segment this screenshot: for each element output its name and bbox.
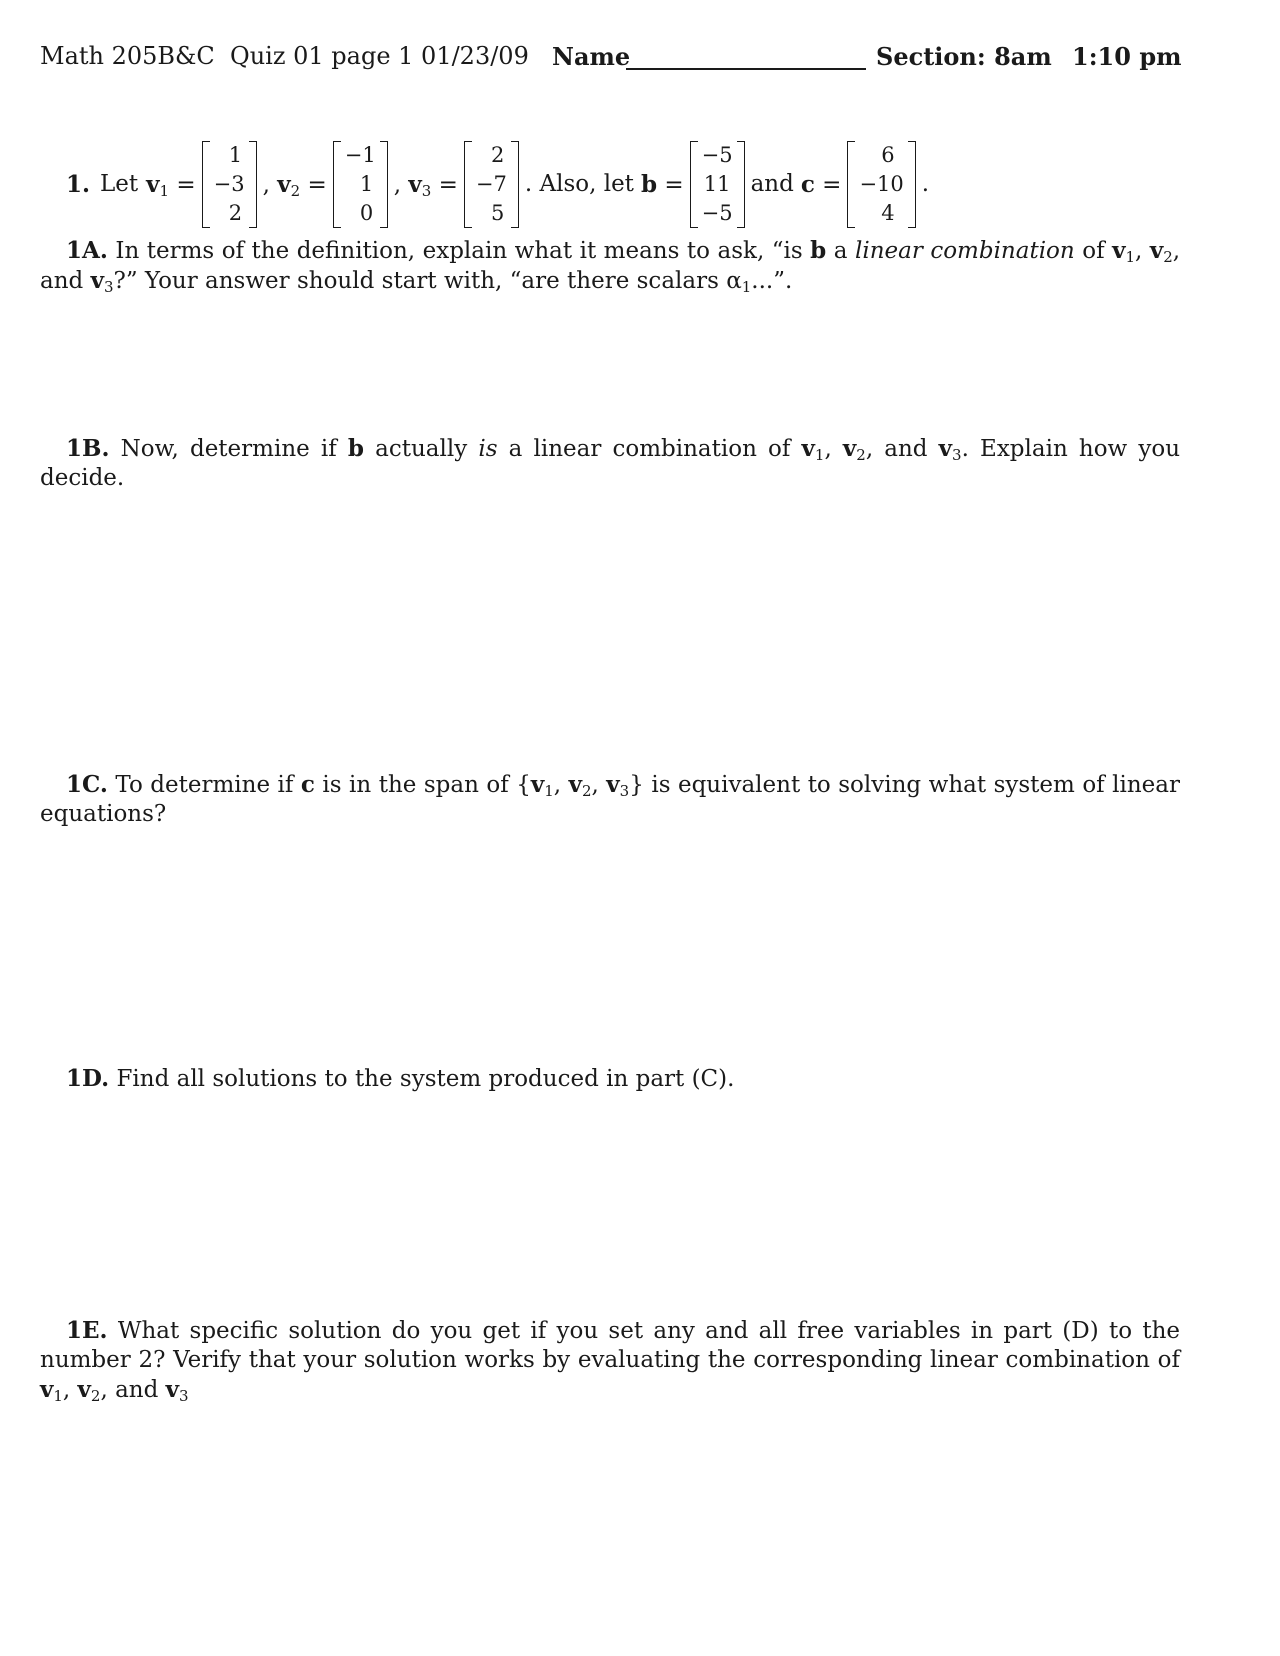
b-entry-1: −5 [701,142,733,167]
question-1d: 1D. Find all solutions to the system produced in part (C). [66,1065,735,1092]
problem-1-statement [66,134,929,234]
v2-vector [333,141,388,228]
b-label: b = [640,170,684,198]
v1-entry-1: 1 [228,142,243,167]
v3-entry-3: 5 [491,200,505,225]
question-1b: 1B. Now, determine if b actually is a linear combination of $v_1$, $v_2$, and $v_3$. Explain how you decide. [40,435,1181,491]
time-label: 1:10 pm [1072,42,1182,71]
quiz-header [40,42,1180,76]
v1-label: $v_1$ = [146,170,196,200]
period: . [921,171,930,197]
c-entry-3: 4 [881,200,895,225]
v2-label: , $v_2$ = [262,170,327,200]
v3-vector [464,141,519,228]
b-entry-3: −5 [701,200,733,225]
c-entry-2: −10 [859,171,904,196]
q1d-label: 1D. [66,1065,110,1092]
v2-entry-2: 1 [359,171,374,196]
v1-entry-3: 2 [228,200,243,225]
let-text: Let [100,171,139,197]
problem-number: 1. [66,170,91,198]
v2-entry-3: 0 [359,200,374,225]
v3-entry-1: 2 [491,142,505,167]
name-label: Name [552,42,631,71]
q1e-label: 1E. [66,1317,108,1344]
b-vector [690,141,745,228]
and-text: and [750,171,794,197]
c-vector [847,141,915,228]
q1a-label: 1A. [66,237,108,264]
v1-vector [202,141,257,228]
c-label: c = [800,170,842,198]
question-1c: 1C. To determine if c is in the span of {$v_1$, $v_2$, $v_3$} is equivalent to solving what system of linear equations? [40,771,1180,827]
v3-label: , $v_3$ = [393,170,458,200]
b-entry-2: 11 [703,171,731,196]
also-let-text: . Also, let [524,171,634,197]
question-1e: 1E. What specific solution do you get if you set any and all free variables in part (D) to the number 2? Verify that your solution works by evaluating the corresponding linear combination of $v_1$, $v_2$, and $v_3$ [40,1317,1180,1405]
name-blank-line [626,68,866,70]
question-1a: 1A. In terms of the definition, explain what it means to ask, “is b a linear combination of $v_1$, $v_2$, and $v_3$?” Your answer should start with, “are there scalars $\alpha_1$...”. [40,237,1181,296]
v1-entry-2: −3 [213,171,245,196]
v3-entry-2: −7 [475,171,507,196]
q1b-label: 1B. [66,435,110,462]
c-entry-1: 6 [881,142,895,167]
v2-entry-1: −1 [344,142,376,167]
quiz-title: Math 205B&C Quiz 01 page 1 01/23/09 [40,42,529,70]
section-label: Section: 8am [876,42,1052,71]
q1c-label: 1C. [66,771,108,798]
